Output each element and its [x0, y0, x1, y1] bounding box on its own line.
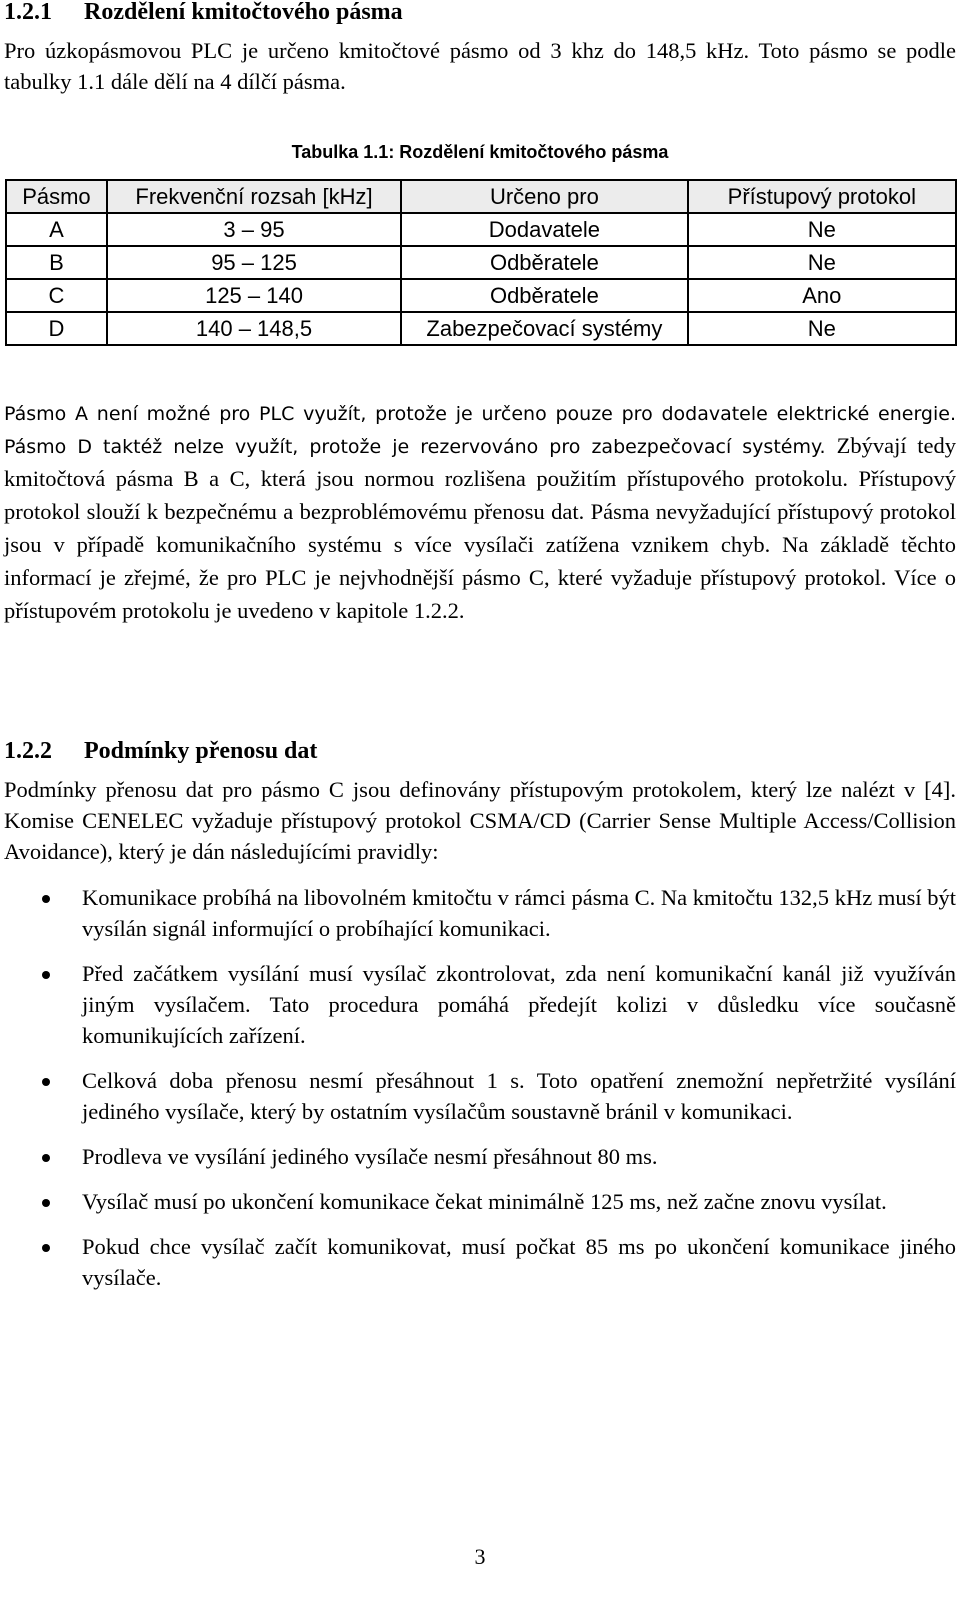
table-row [6, 279, 956, 312]
header-cell: Frekvenční rozsah [kHz] [107, 180, 401, 213]
list-item [0, 1231, 960, 1293]
table-cell: 3 – 95 [107, 213, 401, 246]
protocol-rules-list [0, 882, 960, 1307]
header-cell: Určeno pro [401, 180, 687, 213]
rule-text: Vysílač musí po ukončení komunikace čekat minimálně 125 ms, než začne znovu vysílat. [82, 1189, 887, 1214]
bullet-icon [42, 971, 50, 979]
bullet-icon [42, 1154, 50, 1162]
section-title: Rozdělení kmitočtového pásma [84, 0, 403, 25]
page-number: 3 [474, 1544, 486, 1569]
table-row [6, 312, 956, 345]
section-number: 1.2.2 [4, 738, 52, 764]
conditions-paragraph: Podmínky přenosu dat pro pásmo C jsou definovány přístupovým protokolem, který lze nalézt v [4]. Komise CENELEC vyžaduje přístupový protokol CSMA/CD (Carrier Sense Multiple Access/Collision Avoidance), který je dán následujícími pravidly: [4, 777, 956, 864]
frequency-band-table [5, 179, 957, 346]
table-cell: D [6, 312, 107, 345]
header-cell: Pásmo [6, 180, 107, 213]
table-row [6, 213, 956, 246]
rule-text: Před začátkem vysílání musí vysílač zkontrolovat, zda není komunikační kanál již využíván jiným vysílačem. Tato procedura pomáhá předejít kolizi v důsledku více současně komunikujících zařízení. [82, 961, 956, 1048]
list-item [0, 1186, 960, 1217]
list-item [0, 958, 960, 1051]
header-cell: Přístupový protokol [688, 180, 956, 213]
table-cell: Ne [688, 312, 956, 345]
section-heading-1-2-1 [4, 0, 403, 26]
table-cell: C [6, 279, 107, 312]
explanation-part-1: Pásmo A není možné pro PLC využít, protože je určeno pouze pro dodavatele elektrické energie. Pásmo D taktéž nelze využít, protože je rezervováno pro zabezpečovací systémy. [4, 403, 956, 458]
table-header-row [6, 180, 956, 213]
rule-text: Celková doba přenosu nesmí přesáhnout 1 s. Toto opatření znemožní nepřetržité vysílání jediného vysílače, který by ostatním vysílačům soustavně bránil v komunikaci. [82, 1068, 956, 1124]
section-heading-1-2-2 [4, 737, 317, 765]
table-cell: 125 – 140 [107, 279, 401, 312]
rule-text: Prodleva ve vysílání jediného vysílače nesmí přesáhnout 80 ms. [82, 1144, 658, 1169]
table-caption: Tabulka 1.1: Rozdělení kmitočtového pásma [291, 142, 669, 162]
table-cell: A [6, 213, 107, 246]
table-cell: Odběratele [401, 246, 687, 279]
list-item [0, 882, 960, 944]
table-cell: Odběratele [401, 279, 687, 312]
table-cell: Dodavatele [401, 213, 687, 246]
table-cell: Ne [688, 246, 956, 279]
bullet-icon [42, 1244, 50, 1252]
table-cell: Ne [688, 213, 956, 246]
table-cell: Zabezpečovací systémy [401, 312, 687, 345]
explanation-paragraph [4, 399, 956, 628]
bullet-icon [42, 895, 50, 903]
list-item [0, 1141, 960, 1172]
table-cell: 95 – 125 [107, 246, 401, 279]
section-number: 1.2.1 [4, 0, 52, 25]
intro-paragraph: Pro úzkopásmovou PLC je určeno kmitočtové pásmo od 3 khz do 148,5 kHz. Toto pásmo se podle tabulky 1.1 dále dělí na 4 dílčí pásma. [4, 38, 956, 94]
rule-text: Komunikace probíhá na libovolném kmitočtu v rámci pásma C. Na kmitočtu 132,5 kHz musí být vysílán signál informující o probíhající komunikaci. [82, 885, 956, 941]
table-cell: B [6, 246, 107, 279]
section-title: Podmínky přenosu dat [84, 738, 318, 764]
list-item [0, 1065, 960, 1127]
bullet-icon [42, 1199, 50, 1207]
table-row [6, 246, 956, 279]
explanation-part-2: Zbývají tedy kmitočtová pásma B a C, která jsou normou rozlišena použitím přístupového protokolu. Přístupový protokol slouží k bezpečnému a bezproblémovému přenosu dat. Pásma nevyžadující přístupový protokol jsou v případě komunikačního systému s více vysílači zatížena vznikem chyb. Na základě těchto informací je zřejmé, že pro PLC je nejvhodnější pásmo C, které vyžaduje přístupový protokol. Více o přístupovém protokolu je uvedeno v kapitole 1.2.2. [4, 433, 956, 623]
table-cell: Ano [688, 279, 956, 312]
rule-text: Pokud chce vysílač začít komunikovat, musí počkat 85 ms po ukončení komunikace jiného vysílače. [82, 1234, 956, 1290]
table-cell: 140 – 148,5 [107, 312, 401, 345]
bullet-icon [42, 1078, 50, 1086]
